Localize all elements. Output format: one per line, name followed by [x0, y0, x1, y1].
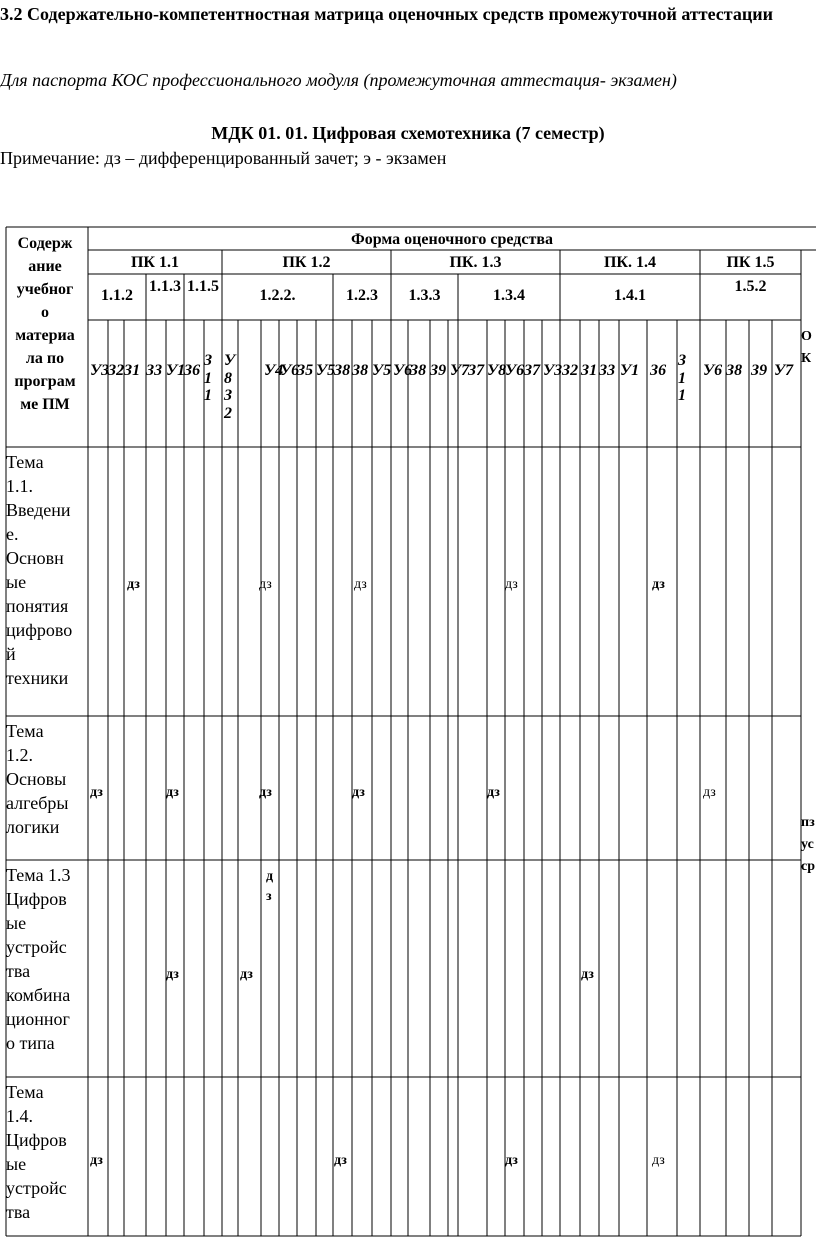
grade-mark: дз: [334, 1153, 347, 1168]
skill-code: З8: [410, 362, 427, 379]
sub-header: 1.4.1: [614, 287, 646, 304]
course-title: МДК 01. 01. Цифровая схемотехника (7 семестр): [211, 123, 605, 143]
grade-mark: дз: [703, 785, 716, 800]
sub-header: 1.1.5: [187, 278, 219, 295]
document-subtitle: Для паспорта КОС профессионального модуля (промежуточная аттестация- экзамен): [0, 70, 677, 90]
skill-code: У4: [264, 362, 284, 379]
skill-code: З9: [751, 362, 768, 379]
sub-header: 1.1.2: [101, 287, 133, 304]
skill-code: У5: [316, 362, 336, 379]
content-column-header: Содерж ание учебног о материа ла по програм ме ПМ: [14, 235, 76, 413]
skill-code: У7: [774, 362, 794, 379]
section-heading: 3.2 Содержательно-компетентностная матрица оценочных средств промежуточной аттестации: [0, 4, 773, 24]
note-text: Примечание: дз – дифференцированный зачет; э - экзамен: [0, 148, 447, 168]
topic-cell: Тема 1.2. Основы алгебры логики: [6, 721, 69, 837]
skill-code: З8: [352, 362, 369, 379]
grade-mark: дз: [127, 577, 140, 592]
skill-code: У6: [393, 362, 413, 379]
sub-header: 1.3.3: [408, 287, 441, 304]
pk-header: ПК 1.5: [726, 254, 775, 271]
grade-mark: дз: [240, 967, 253, 982]
skill-code: З2: [108, 362, 125, 379]
pk-header: ПК. 1.4: [603, 254, 657, 271]
right-edge-text: пз ус ср: [801, 815, 815, 874]
grade-mark: дз: [581, 967, 594, 982]
grade-mark: дз: [652, 1153, 665, 1168]
sub-header: 1.3.4: [493, 287, 525, 304]
skill-code: З2: [562, 362, 579, 379]
right-edge-header: О К: [801, 329, 812, 366]
skill-code: У6: [280, 362, 300, 379]
form-header: Форма оценочного средства: [350, 231, 553, 248]
grade-mark: дз: [90, 1153, 103, 1168]
topic-cell: Тема 1.3 Цифров ые устройс тва комбина ционног о типа: [6, 865, 71, 1053]
skill-code: З7: [468, 362, 485, 379]
sub-header: 1.5.2: [734, 278, 767, 295]
skill-code: З1: [581, 362, 598, 379]
skill-code: З6: [184, 362, 201, 379]
topic-cell: Тема 1.1. Введени е. Основн ые понятия цифрово й техники: [6, 452, 73, 688]
skill-code: З11: [204, 352, 213, 405]
skill-code: У8 З2: [224, 352, 236, 422]
skill-code: З3: [599, 362, 616, 379]
pk-header: ПК. 1.3: [449, 254, 502, 271]
skill-code: У3: [90, 362, 110, 379]
skill-code: З7: [524, 362, 541, 379]
skill-code: У6: [703, 362, 723, 379]
grade-mark: дз: [259, 577, 272, 592]
grade-mark: дз: [354, 577, 367, 592]
skill-code: У6: [505, 362, 525, 379]
skill-code: З3: [146, 362, 163, 379]
skill-code: У5: [372, 362, 392, 379]
skill-code: З1: [124, 362, 141, 379]
grade-mark: дз: [505, 1153, 518, 1168]
topic-cell: Тема 1.4. Цифров ые устройс тва: [6, 1082, 67, 1222]
skill-code: З8: [334, 362, 351, 379]
sub-header: 1.2.2.: [259, 287, 296, 304]
grade-mark: дз: [352, 785, 365, 800]
grade-mark: дз: [652, 577, 665, 592]
pk-header: ПК 1.1: [130, 254, 180, 271]
skill-code: З5: [297, 362, 314, 379]
grade-mark: дз: [90, 785, 103, 800]
skill-code: У8: [487, 362, 507, 379]
skill-code: З6: [650, 362, 667, 379]
skill-code: З8: [726, 362, 743, 379]
sub-header: 1.2.3: [346, 287, 378, 304]
sub-header: 1.1.3: [149, 278, 181, 295]
grade-mark: дз: [166, 967, 179, 982]
grade-mark: дз: [166, 785, 179, 800]
grade-mark: дз: [505, 577, 518, 592]
skill-code: У3: [543, 362, 563, 379]
grade-mark: дз: [266, 869, 274, 904]
skill-code: У1: [166, 362, 186, 379]
grade-mark: дз: [487, 785, 500, 800]
grade-mark: дз: [259, 785, 272, 800]
skill-code: З9: [430, 362, 447, 379]
skill-code: З11: [678, 352, 687, 405]
skill-code: У1: [620, 362, 640, 379]
pk-header: ПК 1.2: [282, 254, 331, 271]
skill-code: У7: [450, 362, 470, 379]
